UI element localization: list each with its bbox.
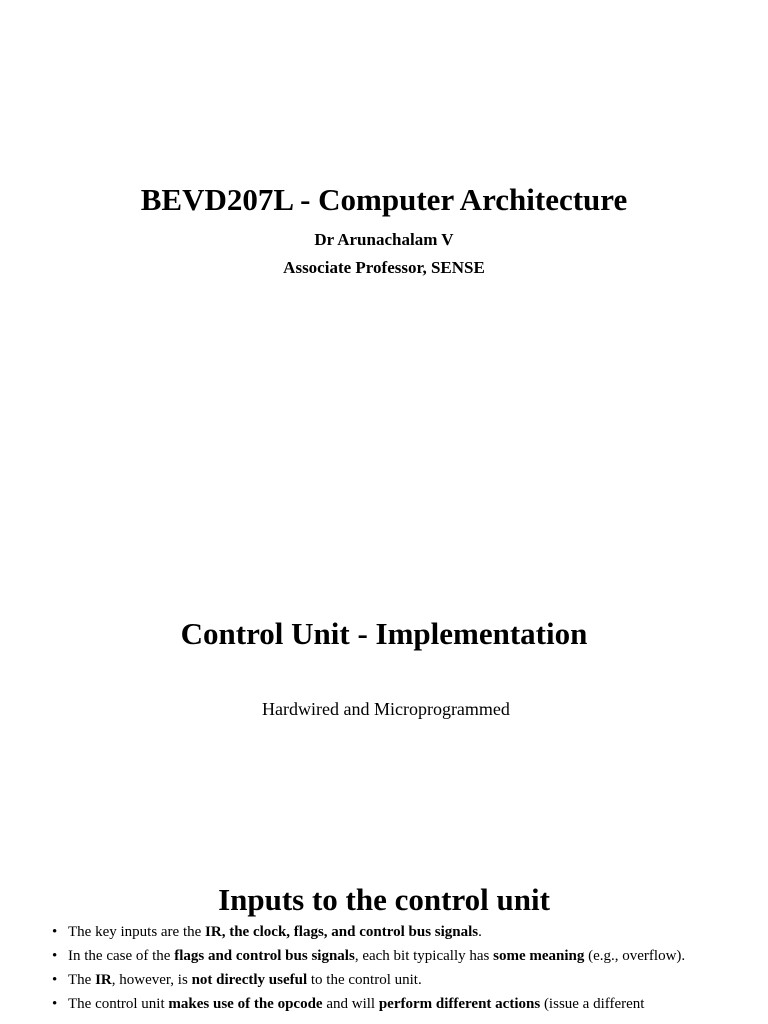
list-item <box>52 972 715 989</box>
section-title: Control Unit - Implementation <box>180 616 588 651</box>
bullet-bold-text: flags and control bus signals <box>174 948 355 964</box>
author-name: Dr Arunachalam V <box>314 230 454 249</box>
bullet-bold-text: some meaning <box>493 948 585 964</box>
bullet-bold-text: makes use of the opcode <box>168 996 323 1012</box>
content-title: Inputs to the control unit <box>218 882 550 917</box>
bullet-list <box>52 924 715 1020</box>
bullet-icon: • <box>52 996 58 1012</box>
bullet-text: , each bit typically has <box>354 948 494 964</box>
bullet-icon: • <box>52 948 58 964</box>
section-subtitle: Hardwired and Microprogrammed <box>262 699 510 719</box>
bullet-text: The key inputs are the <box>68 924 206 940</box>
bullet-text: (issue a different <box>540 996 645 1012</box>
bullet-icon: • <box>52 924 58 940</box>
section-slide <box>0 288 768 864</box>
content-slide <box>0 864 768 1024</box>
bullet-text: In the case of the <box>68 948 175 964</box>
bullet-text: The control unit <box>68 996 169 1012</box>
bullet-text: and will <box>322 996 379 1012</box>
list-item <box>52 924 715 941</box>
list-item <box>52 948 715 965</box>
course-title: BEVD207L - Computer Architecture <box>140 182 628 217</box>
bullet-text: , however, is <box>111 972 192 988</box>
bullet-text: . <box>478 924 482 940</box>
bullet-text: (e.g., overflow). <box>584 948 686 964</box>
bullet-bold-text: perform different actions <box>378 996 541 1012</box>
bullet-text: The <box>68 972 96 988</box>
bullet-text: to the control unit. <box>307 972 422 988</box>
bullet-bold-text: IR <box>95 972 112 988</box>
title-slide <box>0 0 768 288</box>
list-item <box>52 996 715 1013</box>
bullet-icon: • <box>52 972 58 988</box>
bullet-bold-text: IR, the clock, flags, and control bus signals <box>205 924 479 940</box>
author-role: Associate Professor, SENSE <box>283 258 485 277</box>
bullet-bold-text: not directly useful <box>191 972 308 988</box>
